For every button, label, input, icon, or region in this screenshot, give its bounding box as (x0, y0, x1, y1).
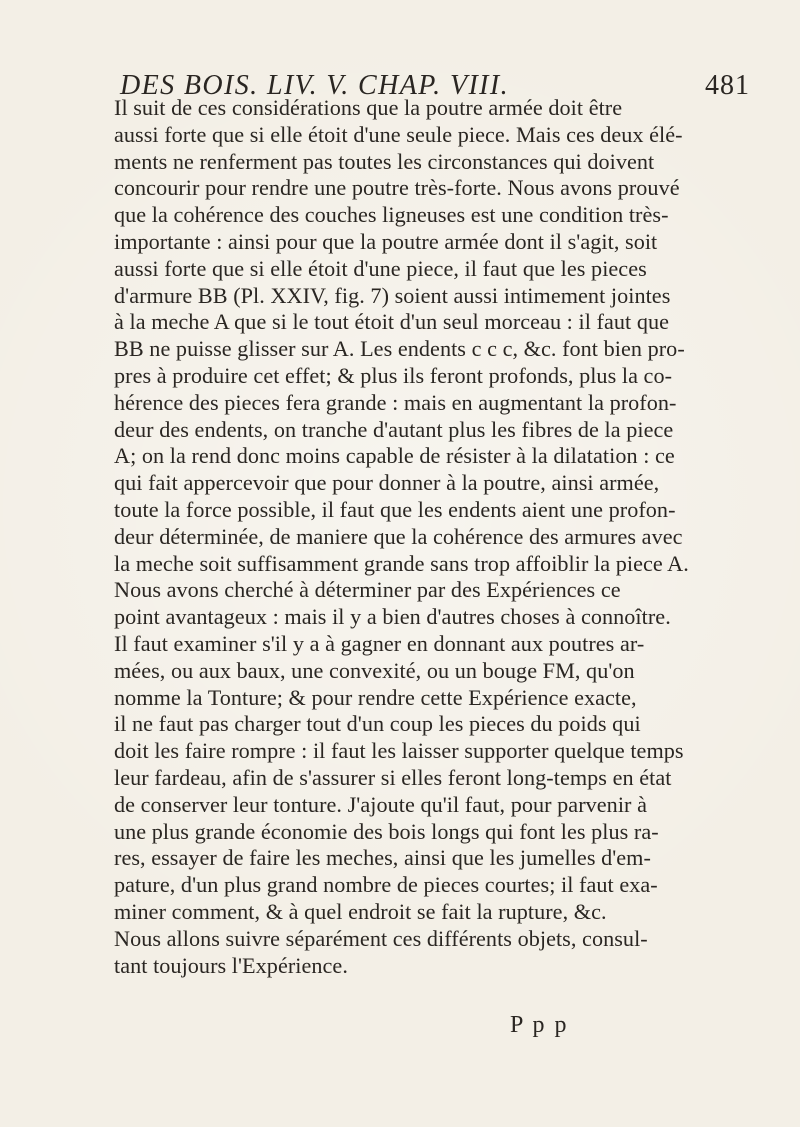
text-line: Il suit de ces considérations que la poutre armée doit être (114, 95, 623, 120)
text-line: point avantageux : mais il y a bien d'autres choses à connoître. (114, 604, 671, 630)
text-line: pature, d'un plus grand nombre de pieces courtes; il faut exa- (114, 872, 658, 898)
text-line: doit les faire rompre : il faut les laisser supporter quelque temps (114, 738, 684, 764)
signature-mark: P p p (510, 1012, 569, 1038)
text-line: à la meche A que si le tout étoit d'un seul morceau : il faut que (114, 309, 669, 335)
text-line: la meche soit suffisamment grande sans trop affoiblir la piece A. (114, 550, 689, 576)
text-line: miner comment, & à quel endroit se fait la rupture, &c. (114, 898, 607, 924)
text-line: que la cohérence des couches ligneuses est une condition très- (114, 202, 669, 228)
text-line: deur des endents, on tranche d'autant plus les fibres de la piece (114, 416, 674, 442)
text-line: tant toujours l'Expérience. (114, 952, 348, 978)
text-line: d'armure BB (Pl. XXIV, fig. 7) soient aussi intimement jointes (114, 282, 671, 308)
text-line: ments ne renferment pas toutes les circonstances qui doivent (114, 148, 655, 174)
running-title: DES BOIS. LIV. V. CHAP. VIII. (120, 70, 510, 101)
body-text (114, 95, 764, 979)
text-line: leur fardeau, afin de s'assurer si elles feront long-temps en état (114, 764, 672, 790)
text-line: de conserver leur tonture. J'ajoute qu'il faut, pour parvenir à (114, 791, 647, 817)
text-line: Nous allons suivre séparément ces différents objets, consul- (114, 925, 648, 951)
text-line: pres à produire cet effet; & plus ils feront profonds, plus la co- (114, 362, 673, 388)
text-line: Il faut examiner s'il y a à gagner en donnant aux poutres ar- (114, 630, 645, 656)
text-line: deur déterminée, de maniere que la cohérence des armures avec (114, 523, 683, 549)
page-number: 481 (705, 70, 750, 101)
text-line: concourir pour rendre une poutre très-forte. Nous avons prouvé (114, 175, 680, 201)
text-line: nomme la Tonture; & pour rendre cette Expérience exacte, (114, 684, 637, 710)
text-line: mées, ou aux baux, une convexité, ou un bouge FM, qu'on (114, 657, 635, 683)
text-line: A; on la rend donc moins capable de résister à la dilatation : ce (114, 443, 675, 469)
text-line: BB ne puisse glisser sur A. Les endents c c c, &c. font bien pro- (114, 336, 685, 362)
text-line: hérence des pieces fera grande : mais en augmentant la profon- (114, 389, 677, 415)
text-line: il ne faut pas charger tout d'un coup les pieces du poids qui (114, 711, 641, 737)
text-line: qui fait appercevoir que pour donner à la poutre, ainsi armée, (114, 470, 660, 496)
text-line: une plus grande économie des bois longs qui font les plus ra- (114, 818, 659, 844)
text-line: importante : ainsi pour que la poutre armée dont il s'agit, soit (114, 228, 658, 254)
text-line: res, essayer de faire les meches, ainsi que les jumelles d'em- (114, 845, 651, 871)
text-line: aussi forte que si elle étoit d'une seule piece. Mais ces deux élé- (114, 121, 683, 147)
text-line: aussi forte que si elle étoit d'une piece, il faut que les pieces (114, 255, 647, 281)
text-line: toute la force possible, il faut que les endents aient une profon- (114, 496, 676, 522)
text-line: Nous avons cherché à déterminer par des Expériences ce (114, 577, 621, 603)
